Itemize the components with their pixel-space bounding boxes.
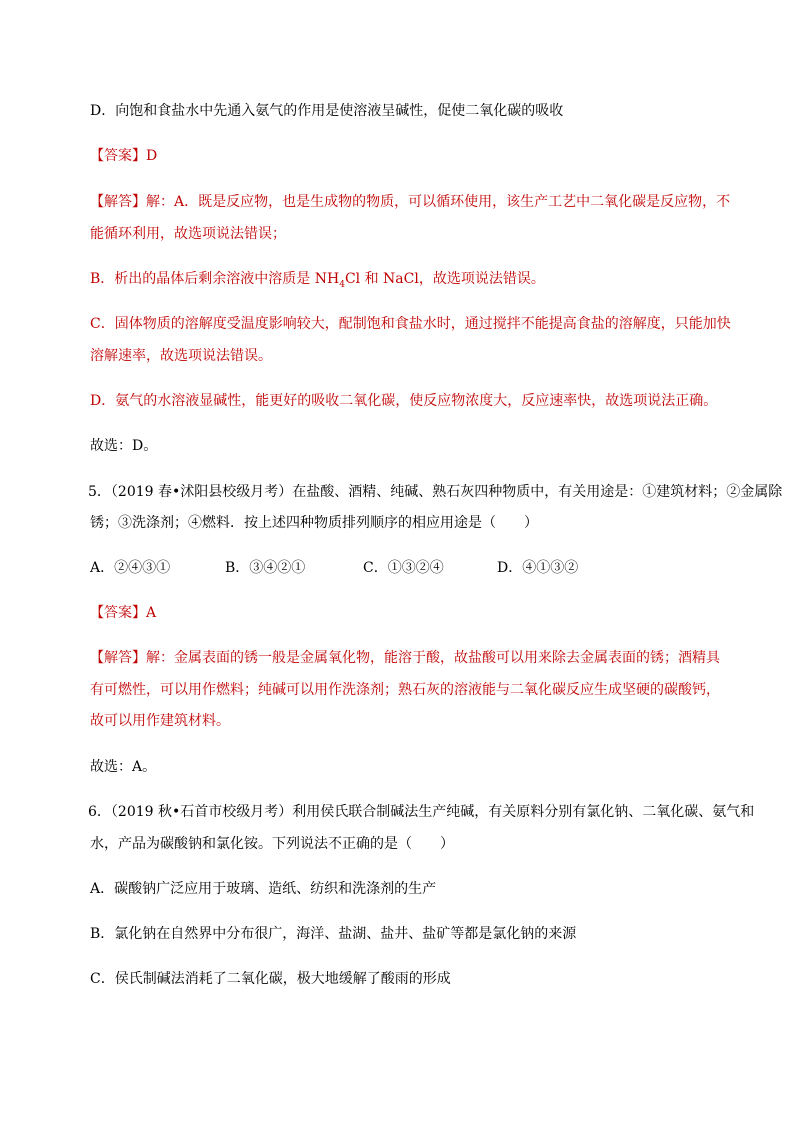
analysis-b-post: Cl 和 NaCl，故选项说法错误。	[344, 271, 545, 287]
q4-analysis-a-line2: 能循环利用，故选项说法错误；	[90, 226, 286, 242]
q4-analysis-a-line1	[90, 192, 730, 212]
q5-stem-line1: 5．（2019 春•沭阳县校级月考）在盐酸、酒精、纯碱、熟石灰四种物质中，有关用途是：①建筑材料；②金属除	[88, 484, 783, 500]
q4-analysis-d: D．氨气的水溶液显碱性，能更好的吸收二氧化碳，使反应物浓度大，反应速率快，故选项说法正确。	[90, 393, 718, 409]
q5-analysis-line3: 故可以用作建筑材料。	[90, 713, 230, 729]
answer-value: A	[146, 605, 157, 621]
q5-conclusion: 故选：A。	[90, 759, 157, 775]
q4-option-d: D．向饱和食盐水中先通入氨气的作用是使溶液呈碱性，促使二氧化碳的吸收	[90, 103, 564, 119]
q5-option-b: B．③④②①	[225, 560, 306, 576]
q4-answer	[90, 146, 157, 166]
answer-tag: 【答案】	[90, 605, 146, 621]
analysis-tag: 【解答】	[90, 650, 146, 666]
q5-option-d: D．④①③②	[497, 560, 579, 576]
q6-stem-line1: 6．（2019 秋•石首市校级月考）利用侯氏联合制碱法生产纯碱，有关原料分别有氯化钠、二氧化碳、氨气和	[88, 804, 755, 820]
analysis-b-pre: B．析出的晶体后剩余溶液中溶质是 NH	[90, 271, 340, 287]
q6-option-b: B．氯化钠在自然界中分布很广，海洋、盐湖、盐井、盐矿等都是氯化钠的来源	[90, 926, 577, 942]
q4-conclusion: 故选：D。	[90, 438, 158, 454]
q5-analysis-line1	[90, 648, 720, 668]
analysis-b-subscript: 4	[339, 279, 345, 290]
answer-tag: 【答案】	[90, 148, 146, 164]
q4-analysis-c-line1: C．固体物质的溶解度受温度影响较大，配制饱和食盐水时，通过搅拌不能提高食盐的溶解度，只能加快	[90, 316, 731, 332]
answer-value: D	[146, 148, 158, 164]
q6-option-c: C．侯氏制碱法消耗了二氧化碳，极大地缓解了酸雨的形成	[90, 971, 451, 987]
q6-option-a: A．碳酸钠广泛应用于玻璃、造纸、纺织和洗涤剂的生产	[90, 881, 437, 897]
analysis-text: 解：金属表面的锈一般是金属氧化物，能溶于酸，故盐酸可以用来除去金属表面的锈；酒精具	[146, 650, 720, 666]
q5-analysis-line2: 有可燃性，可以用作燃料；纯碱可以用作洗涤剂；熟石灰的溶液能与二氧化碳反应生成坚硬的碳酸钙，	[90, 682, 720, 698]
q5-option-a: A．②④③①	[90, 560, 171, 576]
q4-analysis-c-line2: 溶解速率，故选项说法错误。	[90, 348, 272, 364]
analysis-text: 解：A．既是反应物，也是生成物的物质，可以循环使用，该生产工艺中二氧化碳是反应物，不	[146, 194, 731, 210]
q4-analysis-b	[90, 269, 545, 289]
analysis-tag: 【解答】	[90, 194, 146, 210]
q5-option-c: C．①③②④	[363, 560, 444, 576]
q5-stem-line2: 锈；③洗涤剂；④燃料．按上述四种物质排列顺序的相应用途是（ ）	[90, 515, 538, 531]
q5-answer	[90, 603, 156, 623]
q6-stem-line2: 水，产品为碳酸钠和氯化铵。下列说法不正确的是（ ）	[90, 836, 454, 852]
